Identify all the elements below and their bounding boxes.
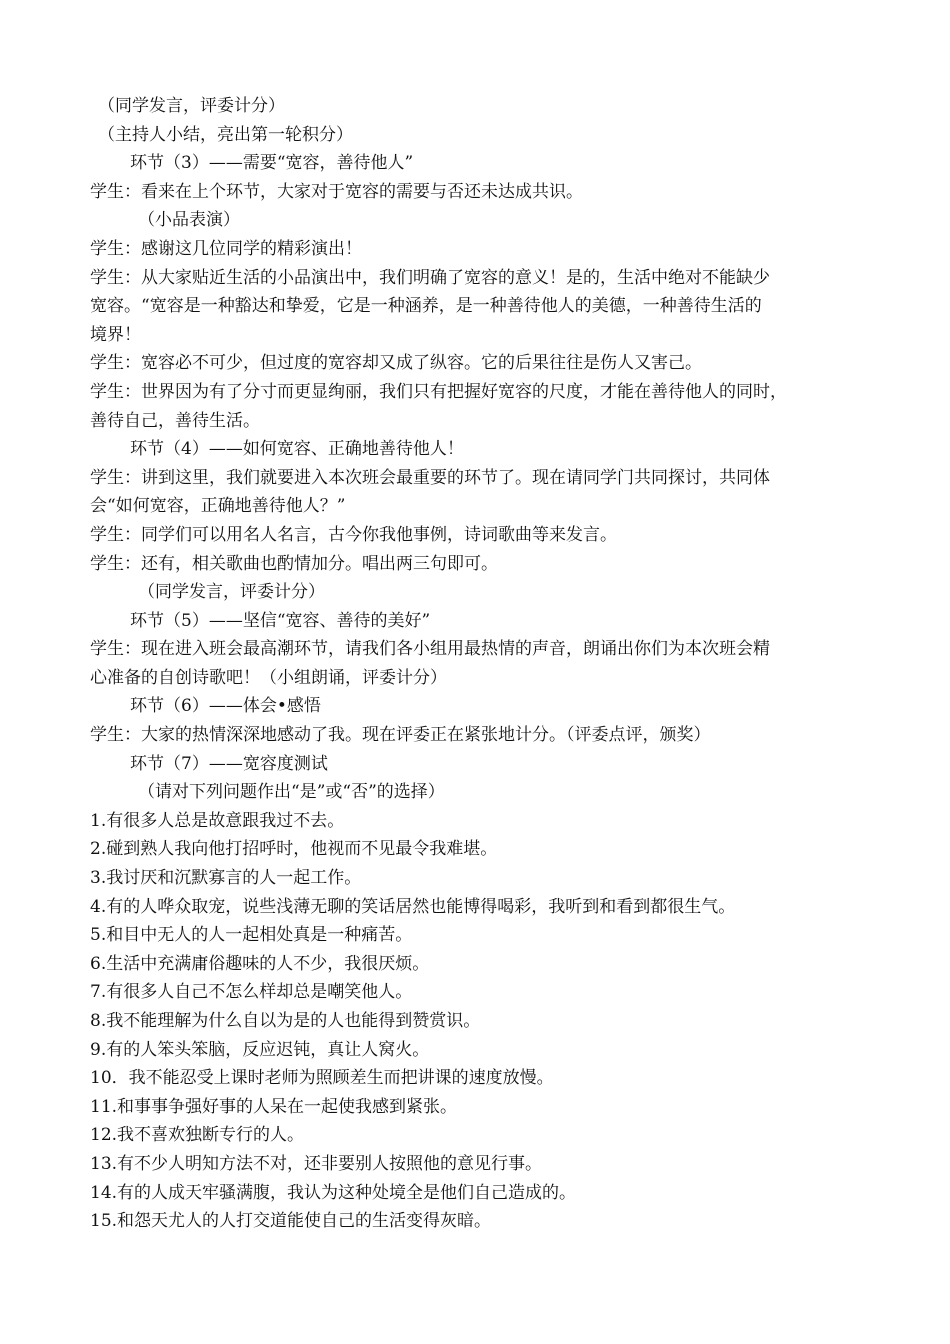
dialogue-line: 会“如何宽容，正确地善待他人？” <box>90 496 346 517</box>
dialogue-line: 善待自己，善待生活。 <box>90 410 260 431</box>
dialogue-line: 学生：宽容必不可少，但过度的宽容却又成了纵容。它的后果往往是伤人又害己。 <box>90 353 702 374</box>
document-page <box>90 92 880 1236</box>
dialogue-line: 学生：讲到这里，我们就要进入本次班会最重要的环节了。现在请同学门共同探讨，共同体 <box>90 467 770 488</box>
quiz-item: 10．我不能忍受上课时老师为照顾差生而把讲课的速度放慢。 <box>90 1068 554 1089</box>
stage-direction: （小品表演） <box>138 210 240 231</box>
section-heading: 环节（7）——宽容度测试 <box>130 753 328 774</box>
quiz-item: 9.有的人笨头笨脑，反应迟钝，真让人窝火。 <box>90 1039 430 1060</box>
stage-direction: （同学发言，评委计分） <box>98 96 285 116</box>
dialogue-line: 学生：现在进入班会最高潮环节，请我们各小组用最热情的声音，朗诵出你们为本次班会精 <box>90 639 770 660</box>
dialogue-line: 心准备的自创诗歌吧！（小组朗诵，评委计分） <box>90 667 447 688</box>
dialogue-line: 学生：世界因为有了分寸而更显绚丽，我们只有把握好宽容的尺度，才能在善待他人的同时， <box>90 381 787 402</box>
stage-direction: （同学发言，评委计分） <box>138 582 325 603</box>
quiz-item: 14.有的人成天牢骚满腹，我认为这种处境全是他们自己造成的。 <box>90 1182 577 1203</box>
quiz-item: 15.和怨天尤人的人打交道能使自己的生活变得灰暗。 <box>90 1211 492 1232</box>
quiz-item: 6.生活中充满庸俗趣味的人不少，我很厌烦。 <box>90 953 430 974</box>
dialogue-line: 学生：同学们可以用名人名言，古今你我他事例，诗词歌曲等来发言。 <box>90 524 617 545</box>
quiz-item: 12.我不喜欢独断专行的人。 <box>90 1125 305 1146</box>
section-heading: 环节（5）——坚信“宽容、善待的美好” <box>130 610 431 631</box>
quiz-item: 11.和事事争强好事的人呆在一起使我感到紧张。 <box>90 1096 458 1117</box>
quiz-item: 7.有很多人自己不怎么样却总是嘲笑他人。 <box>90 982 413 1003</box>
stage-direction: （请对下列问题作出“是”或“否”的选择） <box>138 782 445 803</box>
dialogue-line: 学生：还有，相关歌曲也酌情加分。唱出两三句即可。 <box>90 553 498 574</box>
dialogue-line: 学生：看来在上个环节，大家对于宽容的需要与否还未达成共识。 <box>90 181 583 202</box>
section-heading: 环节（3）——需要“宽容，善待他人” <box>130 153 414 174</box>
dialogue-line: 学生：从大家贴近生活的小品演出中，我们明确了宽容的意义！是的，生活中绝对不能缺少 <box>90 267 770 288</box>
dialogue-line: 宽容。“宽容是一种豁达和挚爱，它是一种涵养，是一种善待他人的美德，一种善待生活的 <box>90 296 762 317</box>
dialogue-line: 学生：感谢这几位同学的精彩演出！ <box>90 238 362 259</box>
quiz-item: 8.我不能理解为什么自以为是的人也能得到赞赏识。 <box>90 1011 481 1031</box>
section-heading: 环节（6）——体会•感悟 <box>130 696 321 717</box>
quiz-item: 2.碰到熟人我向他打招呼时，他视而不见最令我难堪。 <box>90 839 498 860</box>
quiz-item: 5.和目中无人的人一起相处真是一种痛苦。 <box>90 925 413 946</box>
quiz-item: 3.我讨厌和沉默寡言的人一起工作。 <box>90 868 362 889</box>
section-heading: 环节（4）——如何宽容、正确地善待他人！ <box>130 439 464 460</box>
stage-direction: （主持人小结，亮出第一轮积分） <box>98 124 353 145</box>
dialogue-line: 学生：大家的热情深深地感动了我。现在评委正在紧张地计分。（评委点评，颁奖） <box>90 725 711 746</box>
dialogue-line: 境界！ <box>90 324 141 345</box>
quiz-item: 13.有不少人明知方法不对，还非要别人按照他的意见行事。 <box>90 1153 543 1174</box>
quiz-item: 4.有的人哗众取宠，说些浅薄无聊的笑话居然也能博得喝彩，我听到和看到都很生气。 <box>90 896 736 917</box>
quiz-item: 1.有很多人总是故意跟我过不去。 <box>90 810 345 831</box>
